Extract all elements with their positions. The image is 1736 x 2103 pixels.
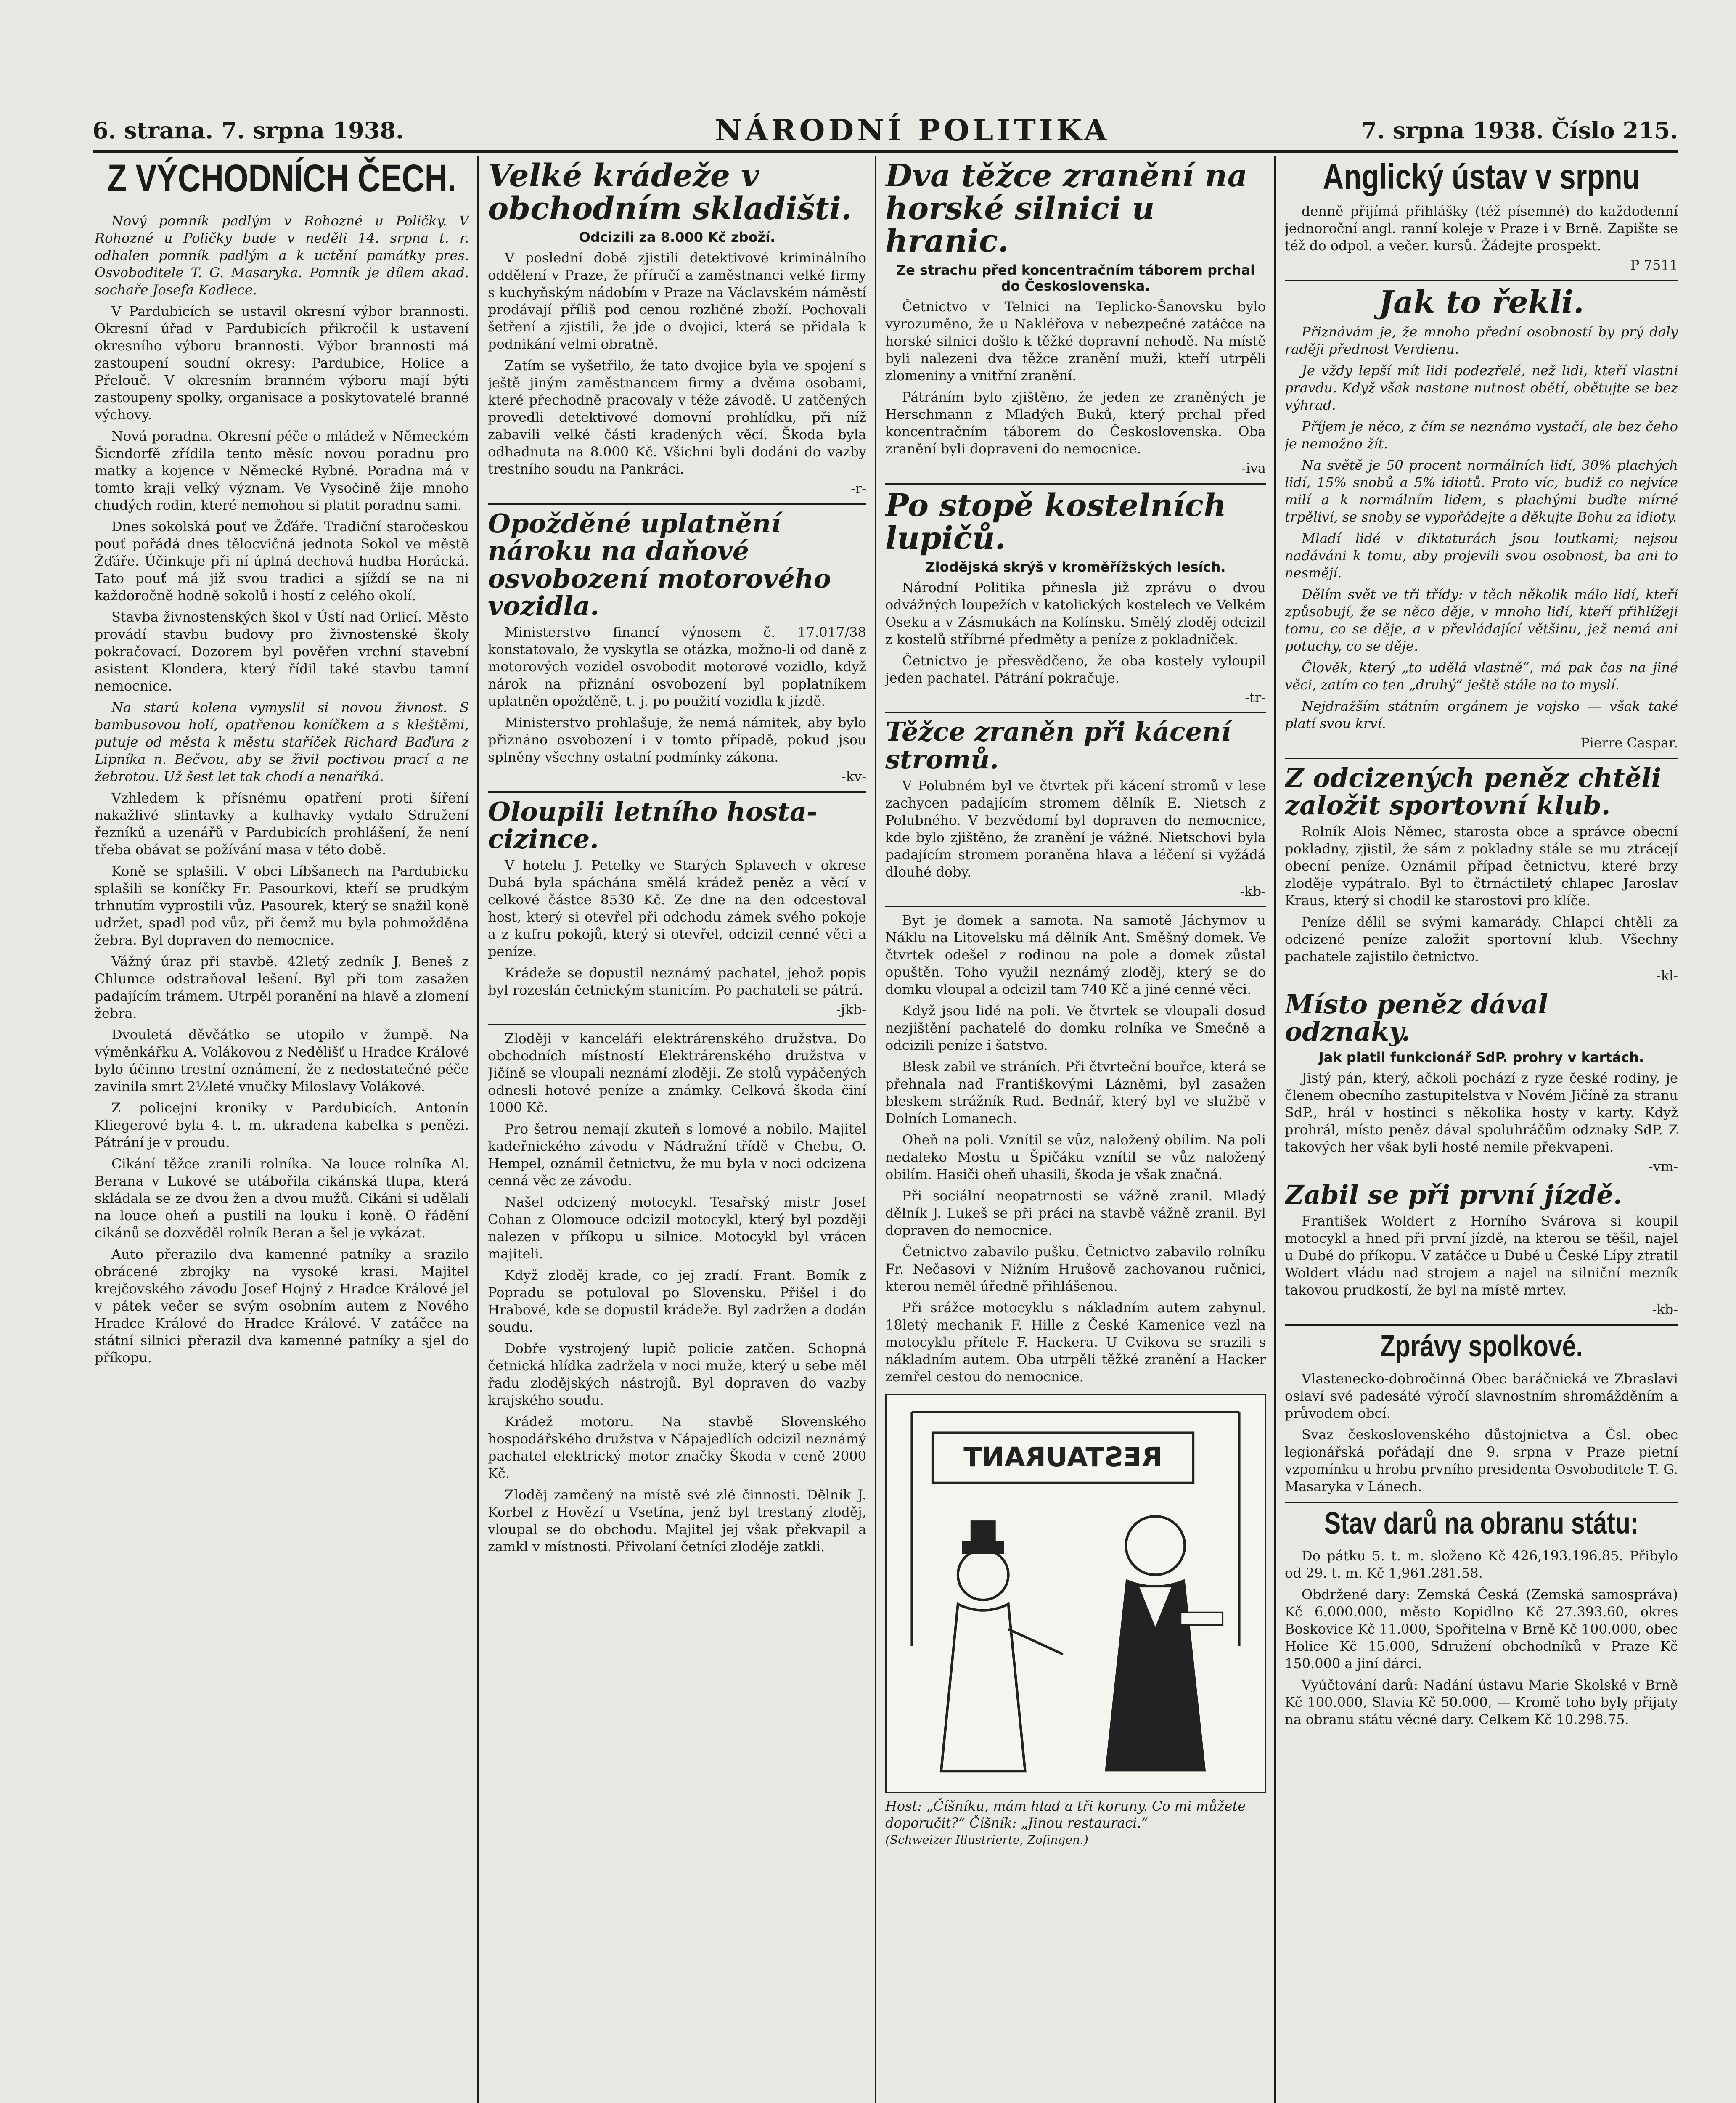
news-paragraph: Na starú kolena vymyslil si novou živnost. S bambusovou holí, opatřenou koníčkem a s kleštěmi, putuje od města k městu staříček Richard Baďura z Lipníka n. Bečvou, aby se živil poctivou prací a ne žebrotou. Už šest let tak chodí a nenaříká. [95, 699, 469, 784]
news-paragraph: Ministerstvo financí výnosem č. 17.017/38 konstatovalo, že vyskytla se otázka, možno-li od daně z motorových vozidel osvobodit motorové vozidlo, když nárok na přiznání osvobození byl poplatníkem uplatněn opožděně, t. j. po použití vozidla k jízdě. [488, 624, 866, 709]
news-paragraph: Krádež motoru. Na stavbě Slovenského hospodářského družstva v Nápajedlích odcizil neznámý pachatel elektrický motor značky Škoda v ceně 2000 Kč. [488, 1413, 866, 1481]
byline: -tr- [1245, 689, 1266, 706]
news-paragraph: Když zloděj krade, co jej zradí. Frant. Bomík z Popradu se potuloval po Slovensku. Přišel i do Hrabové, kde se dopustil krádeže. Byl zadržen a dodán soudu. [488, 1267, 866, 1335]
news-paragraph: Krádeže se dopustil neznámý pachatel, jehož popis byl rozeslán četnickým stanicím. Po pachateli se pátrá. [488, 964, 866, 998]
news-paragraph: Vyúčtování darů: Nadání ústavu Marie Skolské v Brně Kč 100.000, Slavia Kč 50.000, — Kromě toho byly přijaty na obranu státu věcné dary. Celkem Kč 10.298.75. [1285, 1677, 1678, 1727]
divider [885, 483, 1266, 485]
quote-paragraph: Člověk, který „to udělá vlastně“, má pak čas na jiné věci, zatím co ten „druhý“ ještě stále na to myslí. [1285, 659, 1678, 693]
headline-english-institute: Anglický ústav v srpnu [1323, 157, 1640, 196]
headline-mountain-road-accident: Dva těžce zranění na horské silnici u hranic. [885, 158, 1248, 260]
subhead: Jak platil funkcionář SdP. prohry v kartách. [1318, 1049, 1644, 1066]
headline-vehicle-tax: Opožděné uplatnění nároku na daňové osvobození motorového vozidla. [488, 508, 831, 621]
news-paragraph: Oheň na poli. Vznítil se vůz, naložený obilím. Na poli nedaleko Mostu u Špičáku vznítil se vůz naložený obilím. Hasiči oheň uhasili, škoda je však značná. [885, 1131, 1266, 1182]
headline-quotes: Jak to řekli. [1379, 284, 1584, 321]
column-1 [95, 156, 469, 2103]
divider [1285, 1502, 1678, 1503]
news-paragraph: Při sociální neopatrnosti se vážně zranil. Mladý dělník J. Lukeš se při práci na stavbě vážně zranil. Byl dopraven do nemocnice. [885, 1187, 1266, 1238]
news-paragraph: Byt je domek a samota. Na samotě Jáchymov u Náklu na Litovelsku má dělník Ant. Směšný domek. Ve čtvrtek odešel z rodinou na pole a domek zůstal opuštěn. Toho využil neznámý zloděj, který se do domku vloupal a odcizil tam 740 Kč a jiné cenné věci. [885, 912, 1266, 997]
news-paragraph: Cikání těžce zranili rolníka. Na louce rolníka Al. Berana v Lukové se utábořila cikánská tlupa, která skládala se ze dvou žen a dvou mužů. Cikáni si udělali na louce oheň a pustili na louku i koně. O řádění cikánů se dozvěděl rolník Beran a šel je vykázat. [95, 1155, 469, 1241]
news-paragraph: V poslední době zjistili detektivové kriminálního oddělení v Praze, že příručí a zaměstnanci velké firmy s kuchyňským nádobím v Praze na Václavském náměstí prodávají příliš pod cenou rozličné zboží. Pochovali šetření a zjistili, že jde o dvojici, která se přidala k podnikání velmi obratně. [488, 250, 866, 352]
byline: Pierre Caspar. [1580, 734, 1678, 751]
news-paragraph: Pátráním bylo zjištěno, že jeden ze zraněných je Herschmann z Mladých Buků, který prchal před koncentračním táborem do Československa. Oba zranění byli dopraveni do nemocnice. [885, 389, 1266, 457]
news-paragraph: Ministerstvo prohlašuje, že nemá námitek, aby bylo přiznáno osvobození i v tomto případě, pokud jsou splněny všechny ostatní podmínky zákona. [488, 714, 866, 765]
news-paragraph: Zloděj zamčený na místě své zlé činnosti. Dělník J. Korbel z Hovězí u Vsetína, jenž byl trestaný zloděj, vloupal se do obchodu. Majitel jej však překvapil a zamkl v místnosti. Přivolaní četníci zloděje zatkli. [488, 1486, 866, 1555]
byline: -vm- [1648, 1158, 1678, 1175]
news-paragraph: Jistý pán, který, ačkoli pochází z ryze české rodiny, je členem obecního zastupitelstva v Novém Jičíně za stranu SdP., hrál v hostinci s několika hosty v karty. Když prohrál, místo peněz dával spoluhráčům odznaky SdP. Z takových her však byli hosté nemile překvapeni. [1285, 1070, 1678, 1155]
byline: -kb- [1240, 883, 1266, 899]
headline-donations: Stav darů na obranu státu: [1324, 1506, 1639, 1540]
news-paragraph: Vážný úraz při stavbě. 42letý zedník J. Beneš z Chlumce odstraňoval lešení. Byl při tom zasažen padajícím trámem. Utrpěl poranění na hlavě a zlomení žebra. [95, 953, 469, 1021]
divider [1285, 758, 1678, 759]
byline: -kv- [841, 768, 866, 784]
cartoon-credit: (Schweizer Illustrierte, Zofingen.) [885, 1833, 1088, 1847]
news-paragraph: Při srážce motocyklu s nákladním autem zahynul. 18letý mechanik F. Hille z České Kamenice vezl na motocyklu přítele F. Hackera. U Cvikova se srazili s nákladním autem. Oba utrpěli těžké zranění a Hacker zemřel cestou do nemocnice. [885, 1299, 1266, 1385]
subhead: Odcizili za 8.000 Kč zboží. [579, 229, 775, 246]
cartoon-illustration [885, 1394, 1266, 1793]
divider [1285, 280, 1678, 281]
quote-paragraph: Přiznávám je, že mnoho přední osobností by prý daly raději přednost Verdienu. [1285, 323, 1678, 357]
headline-church-robbers: Po stopě kostelních lupičů. [885, 487, 1227, 556]
column-separator [1274, 156, 1276, 2103]
subhead: Zlodějská skrýš v kroměřížských lesích. [925, 559, 1226, 575]
divider [1285, 1324, 1678, 1326]
news-paragraph: Z policejní kroniky v Pardubicích. Antonín Kliegerové byla 4. t. m. ukradena kabelka s penězi. Pátrání je v proudu. [95, 1099, 469, 1150]
page-date-right: 7. srpna 1938. Číslo 215. [1361, 117, 1678, 144]
news-paragraph: Stavba živnostenských škol v Ústí nad Orlicí. Město provádí stavbu budovy pro živnostenské školy pokračovací. Dozorem byl pověřen vrchní stavební asistent Klondera, který řídil také stavbu tamní nemocnice. [95, 609, 469, 694]
quote-paragraph: Dělím svět ve tři třídy: v těch několik málo lidí, kteří způsobují, že se něco děje, v mnoho lidí, kteří přihlížejí tomu, co se děje, a v převládající většinu, jež nemá ani potuchy, co se děje. [1285, 586, 1678, 654]
news-paragraph: Dnes sokolská pouť ve Žďáře. Tradiční staročeskou pouť pořádá dnes tělocvičná jednota Sokol ve městě Žďáře. Účinkuje při ní úplná dechová hudba Horácká. Tato pouť má již svou tradici a sjíždí se na ni každoročně hodně sokolů i hostí z celého okolí. [95, 518, 469, 604]
column-separator [875, 156, 876, 2103]
headline-tree-felling: Těžce zraněn při kácení stromů. [885, 716, 1231, 775]
byline: -kb- [1652, 1301, 1678, 1318]
divider [488, 791, 866, 793]
news-paragraph: Do pátku 5. t. m. složeno Kč 426,193.196.85. Přibylo od 29. t. m. Kč 1,961.281.58. [1285, 1547, 1678, 1581]
news-paragraph: Zatím se vyšetřilo, že tato dvojice byla ve spojení s ještě jiným zaměstnancem firmy a dvěma osobami, které přechodně pracovaly v téže závodě. U zatčených provedli detektivové domovní prohlídku, při níž zabavili velké části kradených věcí. Škoda byla odhadnuta na 8.000 Kč. Všichni byli dodáni do vazby trestního soudu na Pankráci. [488, 358, 866, 477]
news-paragraph: Dobře vystrojený lupič policie zatčen. Schopná četnická hlídka zadržela v noci muže, který u sebe měl řadu zlodějských nástrojů. Byl dopraven do vazby krajského soudu. [488, 1340, 866, 1408]
news-paragraph: Koně se splašili. V obci Líbšanech na Pardubicku splašili se koníčky Fr. Pasourkovi, kteří se prudkým trhnutím vyprostili vůz. Pasourek, který se snažil koně udržet, spadl pod vůz, při čemž mu byla pohmožděna žebra. Byl dopraven do nemocnice. [95, 863, 469, 948]
news-paragraph: Četnictvo je přesvědčeno, že oba kostely vyloupil jeden pachatel. Pátrání pokračuje. [885, 653, 1266, 686]
news-paragraph: Nový pomník padlým v Rohozné u Poličky. V Rohozné u Poličky bude v neděli 14. srpna t. r. odhalen pomník padlým a k uctění památky pres. Osvoboditele T. G. Masaryka. Pomník je dílem akad. sochaře Josefa Kadlece. [95, 212, 469, 298]
news-paragraph: Četnictvo v Telnici na Teplicko-Šanovsku bylo vyrozuměno, že u Nakléřova v nebezpečné zatáčce na horské silnici došlo k těžké dopravní nehodě. Na místě byli nalezeni dva těžce zranění muži, kteří utrpěli zlomeniny a vnitřní zranění. [885, 299, 1266, 384]
headline-sports-club-theft: Z odcizených peněz chtěli založit sportovní klub. [1285, 762, 1662, 821]
quote-paragraph: Nejdražším státním orgánem je vojsko — však také platí svou krví. [1285, 698, 1678, 731]
headline-east-bohemia: Z VÝCHODNÍCH ČECH. [107, 157, 457, 200]
divider [885, 906, 1266, 907]
header-rule [93, 150, 1678, 153]
headline-first-ride: Zabil se při první jízdě. [1285, 1179, 1622, 1210]
byline: P 7511 [1630, 257, 1678, 273]
masthead: NÁRODNÍ POLITIKA [715, 113, 1110, 148]
cartoon-sign-text: RESTAURANT [963, 1441, 1162, 1473]
news-paragraph: Auto přerazilo dva kamenné patníky a srazilo obrácené zbrojky na vysoké krasi. Majitel krejčovského závodu Josef Hojný z Hradce Králové jel v pátek večer se svým osobním autem z Nového Hradce Králové do Hradce Králové. V zatáčce na státní silnici přerazil dva kamenné patníky a sjel do příkopu. [95, 1246, 469, 1366]
news-paragraph: Vzhledem k přísnému opatření proti šíření nakažlivé slintavky a kulhavky vydalo Sdružení řezníků a uzenářů v Pardubicích prohlášení, že není třeba obávat se požívání masa v této době. [95, 789, 469, 858]
byline: -iva [1241, 460, 1266, 477]
divider [885, 712, 1266, 713]
column-2 [488, 156, 866, 2103]
byline: -jkb- [836, 1001, 866, 1017]
news-paragraph: Dvouletá děvčátko se utopilo v žumpě. Na výměnkářku A. Volákovou z Nedělišť u Hradce Králové bylo účinno trestní oznámení, že z nedostatečné péče zavinila smrt 2½leté vnučky Miloslavy Volákové. [95, 1026, 469, 1094]
news-paragraph: Četnictvo zabavilo pušku. Četnictvo zabavilo rolníku Fr. Nečasovi v Nižním Hrušově zachovanou ručnici, kterou neměl úředně přihlášenou. [885, 1243, 1266, 1294]
news-paragraph: denně přijímá přihlášky (též písemné) do každodenní jednoroční angl. ranní koleje v Praze i v Brně. Zapište se též do odpol. a večer. kursů. Žádejte prospekt. [1285, 203, 1678, 254]
quote-paragraph: Na světě je 50 procent normálních lidí, 30% plachých lidí, 15% snobů a 5% idiotů. Proto víc, budiž co nejvíce milí a k normálním lidem, s plachými buďte mírné trpěliví, se snoby se vypořádejte a děkujte Bohu za idioty. [1285, 457, 1678, 525]
news-paragraph: Rolník Alois Němec, starosta obce a správce obecní pokladny, zjistil, že sám z pokladny stále se mu ztrácejí obecní peníze. Oznámil případ četnictvu, které brzy zloděje vypátralo. Byl to čtrnáctiletý chlapec Jaroslav Kraus, který si chodil ke starostovi pro klíče. [1285, 824, 1678, 909]
news-paragraph: Blesk zabil ve stráních. Při čtvrteční bouřce, která se přehnala nad Františkovými Lázněmi, byl zasažen bleskem strážník Rud. Bednář, který byl ve službě v Dolních Lomanech. [885, 1058, 1266, 1126]
news-paragraph: Zloději v kanceláři elektrárenského družstva. Do obchodních místností Elektrárenského družstva v Jičíně se vloupali neznámí zloději. Ze stolů vypáčených odnesli hotové peníze a známky. Celková škoda činí 1000 Kč. [488, 1030, 866, 1115]
news-paragraph: Svaz československého důstojnictva a Čsl. obec legionářská pořádají dne 9. srpna v Praze pietní vzpomínku u hrobu prvního presidenta Osvoboditele T. G. Masaryka v Lánech. [1285, 1426, 1678, 1494]
news-paragraph: V hotelu J. Petelky ve Starých Splavech v okrese Dubá byla spáchána smělá krádež peněz a věcí v celkové částce 8530 Kč. Ze dne na den odcestoval host, který si otevřel při odchodu zámek svého pokoje a z kufru pokojů, který si otevřel, odcizil cenné věci a peníze. [488, 857, 866, 959]
news-paragraph: V Pardubicích se ustavil okresní výbor brannosti. Okresní úřad v Pardubicích přikročil k ustavení okresního výboru brannosti. Výbor brannosti má zastoupení soudní okresy: Pardubice, Holice a Přelouč. V okresním branném výboru mají býti zastoupeny spolky, organisace a poskytovatelé branné výchovy. [95, 303, 469, 423]
subhead: Ze strachu před koncentračním táborem prchal do Československa. [896, 262, 1255, 294]
news-paragraph: V Polubném byl ve čtvrtek při kácení stromů v lese zachycen padajícím stromem dělník E. Nietsch z Polubného. V bezvědomí byl dopraven do nemocnice, kde bylo zjištěno, že zranění je vážné. Nietschovi byla padajícím stromem poraněna hlava a léčení si vyžádá dlouhé doby. [885, 777, 1266, 880]
running-header [93, 113, 1678, 151]
cartoon-caption: Host: „Číšníku, mám hlad a tři koruny. Co mi můžete doporučit?“ Číšník: „Jinou restauraci.“ [885, 1798, 1246, 1831]
headline-warehouse-theft: Velké krádeže v obchodním skladišti. [488, 158, 852, 227]
news-paragraph: Pro šetrou nemají zkuteň s lomové a nobilo. Majitel kadeřnického závodu v Nádražní třídě v Chebu, O. Hempel, oznámil četnictvu, že mu byla v noci odcizena cenná věc ze závodu. [488, 1120, 866, 1189]
byline: -r- [851, 480, 866, 497]
headline-badges: Místo peněz dával odznaky. [1285, 989, 1548, 1047]
column-4 [1285, 156, 1678, 2103]
news-paragraph: Národní Politika přinesla již zprávu o dvou odvážných loupežích v katolických kostelech ve Velkém Oseku a v Zásmukách na Kolínsku. Smělý zloděj odcizil z kostelů stříbrné předměty a peníze z pokladniček. [885, 580, 1266, 648]
quote-paragraph: Je vždy lepší mít lidi podezřelé, než lidi, kteří vlastní pravdu. Když však nastane nutnost obětí, obětujte se bez výhrad. [1285, 362, 1678, 413]
news-paragraph: Našel odcizený motocykl. Tesařský mistr Josef Cohan z Olomouce odcizil motocykl, který byl později nalezen v příkopu u silnice. Motocykl byl vrácen majiteli. [488, 1194, 866, 1262]
column-separator [477, 156, 479, 2103]
byline: -kl- [1656, 968, 1678, 984]
news-paragraph: Peníze dělil se svými kamarády. Chlapci chtěli za odcizené peníze založit sportovní klub. Všechny pachatele zajistilo četnictvo. [1285, 914, 1678, 965]
divider [488, 1024, 866, 1025]
news-paragraph: František Woldert z Horního Svárova si koupil motocykl a hned při první jízdě, na kterou se těšil, najel u Dubé do příkopu. V zatáčce u Dubé u České Lípy ztratil Woldert vládu nad strojem a najel na silniční mezník takovou prudkostí, že byl na místě mrtev. [1285, 1213, 1678, 1298]
column-3 [885, 156, 1266, 2103]
quote-paragraph: Příjem je něco, z čím se neznámo vystačí, ale bez čeho je nemožno žít. [1285, 418, 1678, 452]
quote-paragraph: Mladí lidé v diktaturách jsou loutkami; nejsou nadáváni k tomu, aby projevili svou osobnost, ba ani to nesmějí. [1285, 530, 1678, 581]
news-paragraph: Obdržené dary: Zemská Česká (Zemská samospráva) Kč 6.000.000, město Kopidlno Kč 27.393.60, okres Boskovice Kč 11.000, Spořitelna v Brně Kč 100.000, obec Holice Kč 15.000, Sdružení obchodníků v Praze Kč 150.000 a jiní dárci. [1285, 1586, 1678, 1671]
headline-club-news: Zprávy spolkové. [1380, 1330, 1583, 1364]
news-paragraph: Vlastenecko-dobročinná Obec baráčnická ve Zbraslavi oslaví své padesáté výročí slavnostním shromážděním a průvodem obcí. [1285, 1370, 1678, 1421]
page-date-left: 6. strana. 7. srpna 1938. [93, 117, 404, 144]
headline-robbed-guest: Oloupili letního hosta-cizince. [488, 796, 818, 854]
news-paragraph: Když jsou lidé na poli. Ve čtvrtek se vloupali dosud nezjištění pachatelé do domku rolníka ve Smečně a odcizili peníze i šatstvo. [885, 1002, 1266, 1053]
cartoon-drawing [887, 1395, 1265, 1792]
divider [488, 503, 866, 505]
news-paragraph: Nová poradna. Okresní péče o mládež v Německém Šicndorfě zřídila tento měsíc novou poradnu pro matky a kojence v Německé Rybné. Poradna má v tomto kraji velký význam. Ve Vysočině žije mnoho chudých rodin, které nemohou si platit poradnu sami. [95, 428, 469, 513]
